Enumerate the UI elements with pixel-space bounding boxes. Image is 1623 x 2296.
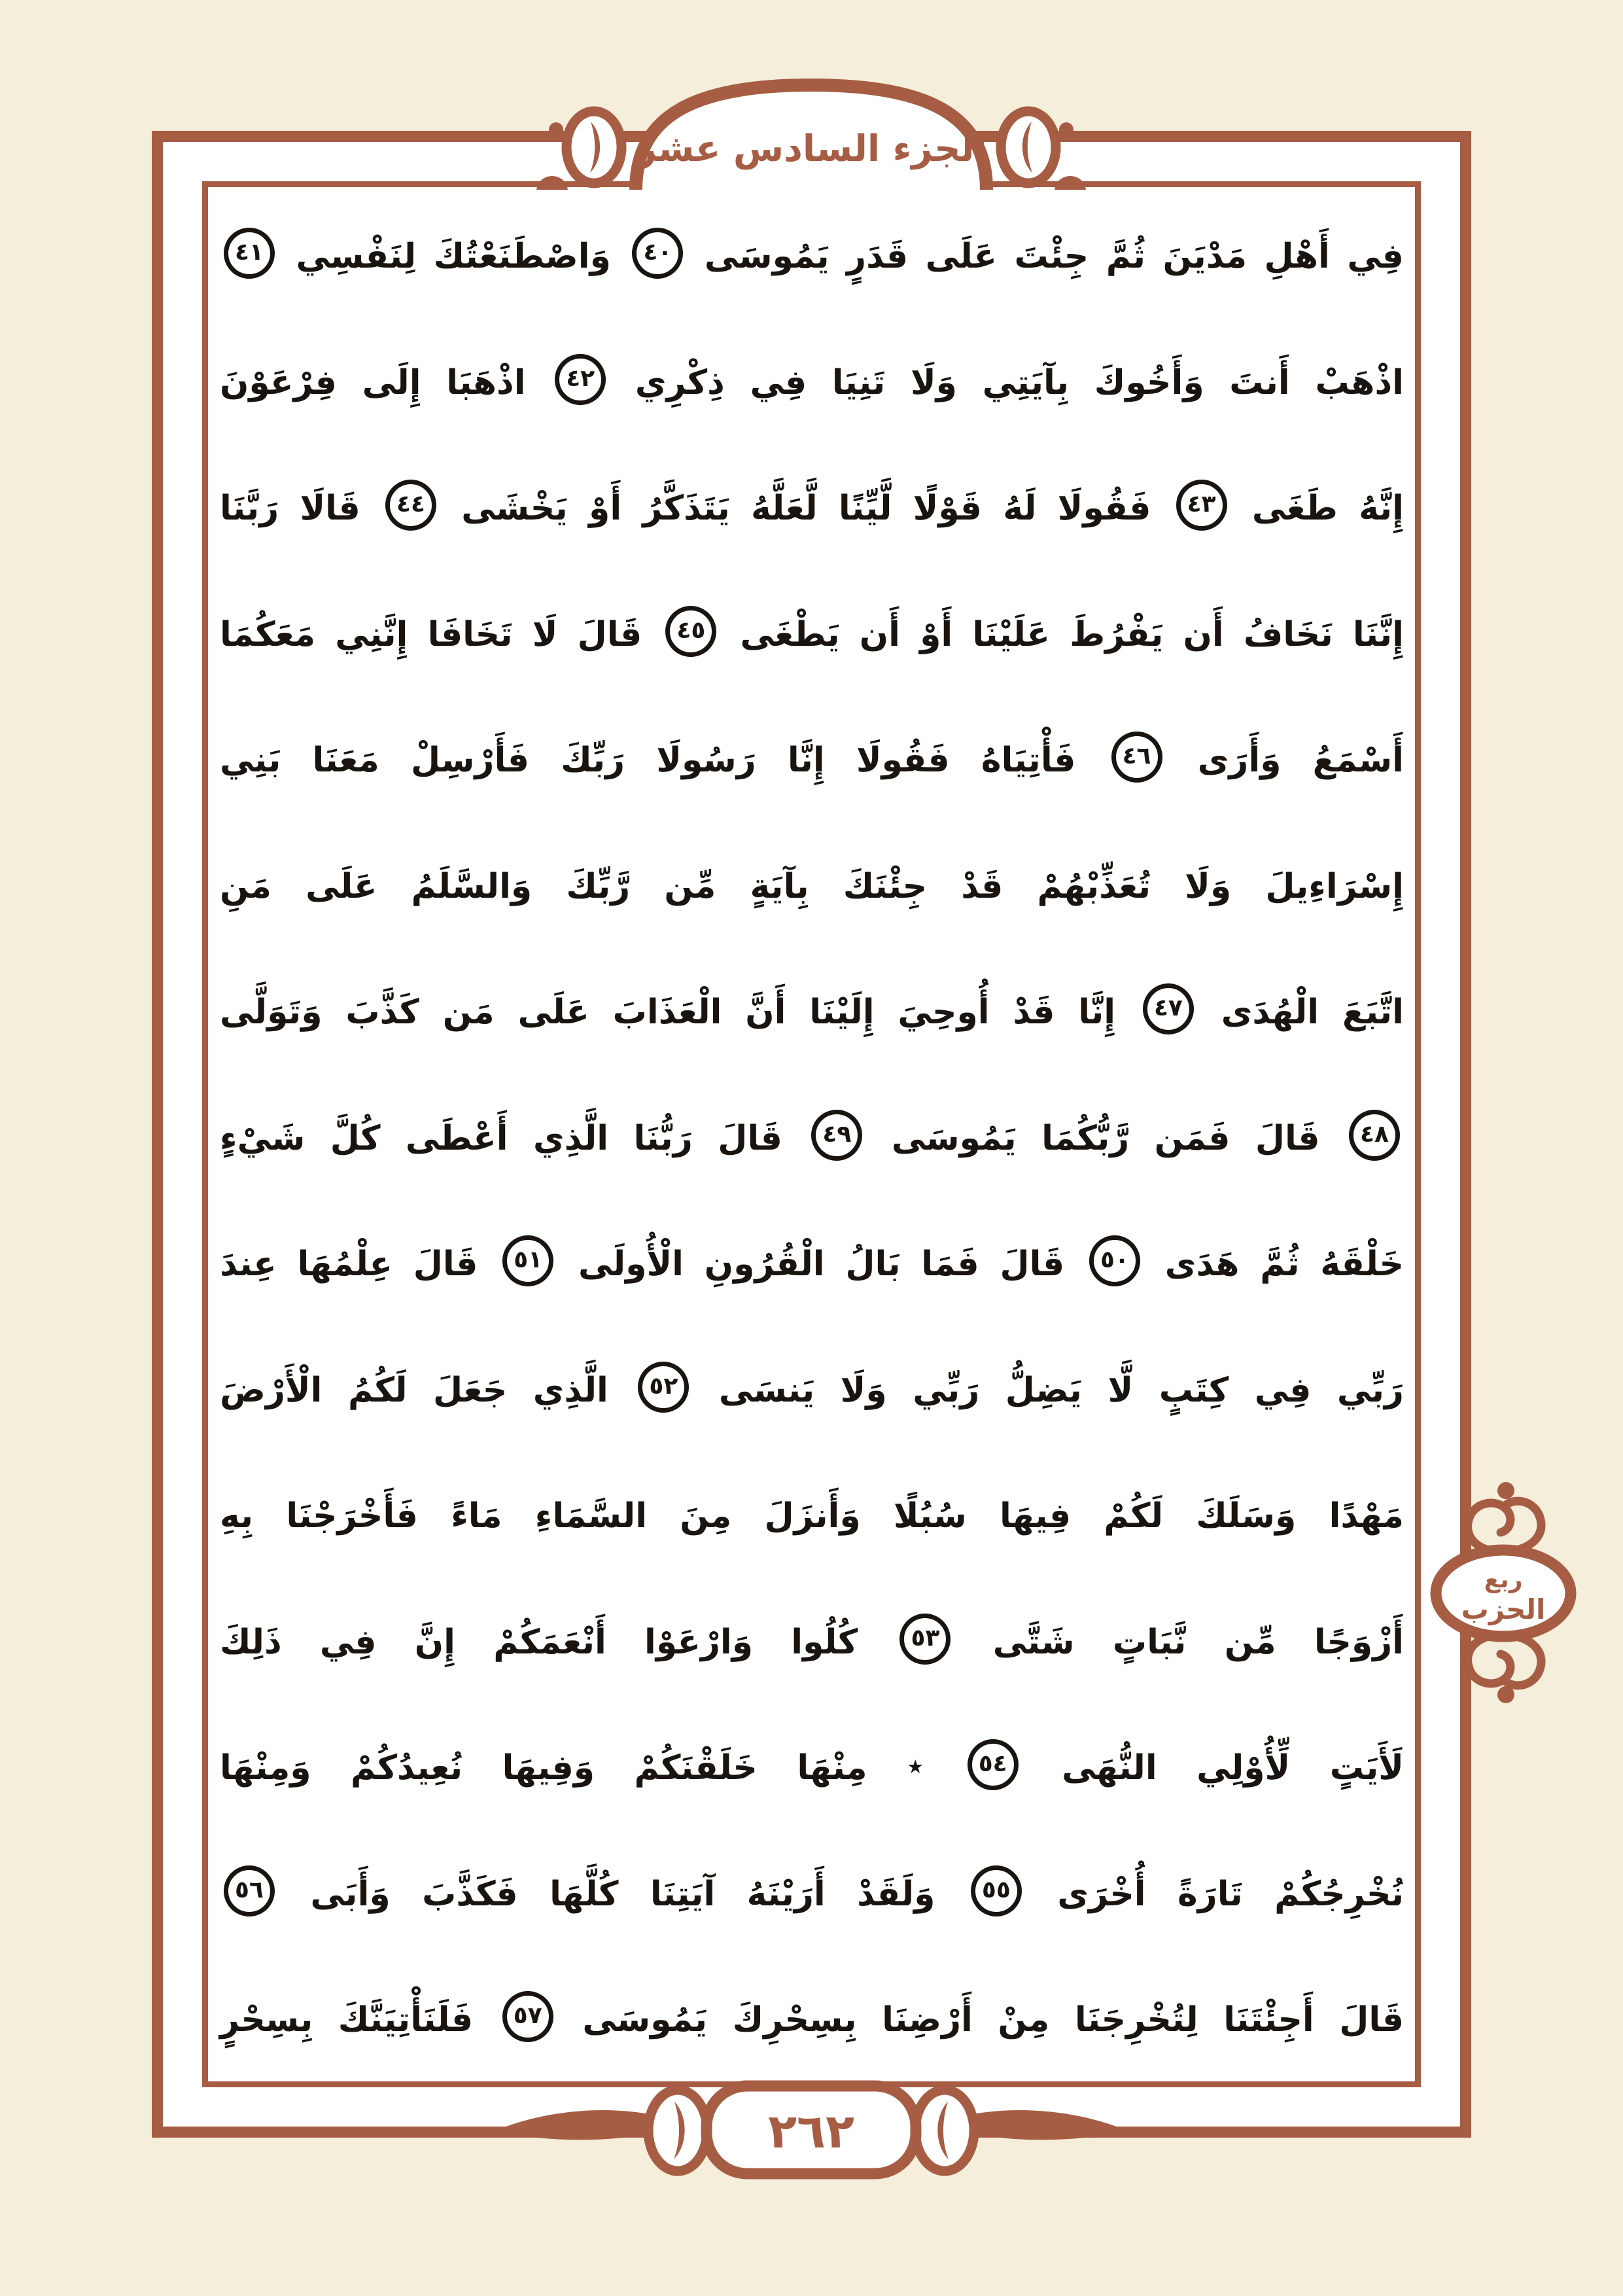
quran-text-segment: كُلُوا وَارْعَوْا أَنْعَمَكُمْ إِنَّ فِي ذَلِكَ [220, 1622, 858, 1662]
quran-text-segment: فَقُولَا لَهُ قَوْلًا لَّيِّنًا لَّعَلَّهُ يَتَذَكَّرُ أَوْ يَخْشَى [461, 489, 1151, 528]
quran-text-segment: قَالَ عِلْمُهَا عِندَ [220, 1245, 478, 1284]
ayah-marker: ٤٧ [1143, 983, 1194, 1034]
ayah-marker: ٤٢ [555, 354, 606, 405]
ayah-marker: ٤٩ [811, 1110, 862, 1161]
rub-el-hizb-medallion-icon [1406, 1466, 1603, 1714]
juz-dome-arch-icon [510, 77, 1112, 190]
quran-line [220, 1453, 1404, 1580]
quran-line [220, 949, 1404, 1076]
quran-line [220, 1328, 1404, 1454]
quran-line [220, 1705, 1404, 1831]
ayah-marker: ٤٥ [665, 606, 716, 657]
juz-header-ornament [510, 77, 1112, 190]
quran-text-segment: اذْهَبَا إِلَى فِرْعَوْنَ [220, 362, 526, 402]
ayah-marker: ٤٦ [1111, 732, 1162, 783]
quran-text-segment: فَلَنَأْتِيَنَّكَ بِسِحْرٍ [220, 2000, 474, 2040]
quran-text-segment: أَسْمَعُ وَأَرَى [1197, 741, 1404, 780]
quran-text-segment: خَلْقَهُ ثُمَّ هَدَى [1164, 1245, 1404, 1284]
quran-line [220, 446, 1404, 572]
page-number-cartouche-icon [484, 2068, 1138, 2192]
quran-line [220, 1580, 1404, 1706]
ayah-marker: ٥٦ [224, 1865, 275, 1916]
quran-text-segment: الَّذِي جَعَلَ لَكُمُ الْأَرْضَ [220, 1370, 608, 1410]
ayah-marker: ٤١ [224, 228, 275, 279]
quran-text-segment: إِسْرَاءِيلَ وَلَا تُعَذِّبْهُمْ قَدْ جِئْنَكَ بِآيَةٍ مِّن رَّبِّكَ وَالسَّلَمُ عَلَى مَنِ [220, 866, 1404, 906]
hizb-medallion-label-bottom: الحزب [1461, 1593, 1546, 1625]
page-number: ٢٦٢ [768, 2104, 854, 2159]
quran-text-segment: قَالَ أَجِئْتَنَا لِتُخْرِجَنَا مِنْ أَرْضِنَا بِسِحْرِكَ يَمُوسَى [582, 2000, 1404, 2040]
quran-text-segment: قَالَ رَبُّنَا الَّذِي أَعْطَى كُلَّ شَيْءٍ [220, 1118, 782, 1158]
ayah-marker: ٤٠ [632, 228, 683, 279]
quran-text-segment: وَاصْطَنَعْتُكَ لِنَفْسِي [296, 237, 611, 276]
ayah-marker: ٤٣ [1176, 480, 1227, 531]
quran-line [220, 1076, 1404, 1202]
ayah-marker: ٤٨ [1349, 1110, 1400, 1161]
quran-text-segment: قَالَ فَمَن رَّبُّكُمَا يَمُوسَى [891, 1118, 1320, 1158]
quran-text-segment: إِنَّهُ طَغَى [1251, 489, 1404, 528]
quran-line [220, 194, 1404, 320]
hizb-medallion-label-top: ربع [1484, 1566, 1523, 1593]
quran-line [220, 572, 1404, 698]
ayah-marker: ٥١ [502, 1235, 553, 1286]
quran-text-segment: إِنَّنَا نَخَافُ أَن يَفْرُطَ عَلَيْنَا أَوْ أَن يَطْغَى [740, 614, 1404, 654]
ayah-marker: ٤٤ [385, 480, 436, 531]
quran-text-segment: مَهْدًا وَسَلَكَ لَكُمْ فِيهَا سُبُلًا وَأَنزَلَ مِنَ السَّمَاءِ مَاءً فَأَخْرَجْنَا بِهِ [220, 1496, 1404, 1536]
quran-line [220, 824, 1404, 950]
quran-text-block [220, 194, 1404, 2085]
ayah-marker: ٥٢ [638, 1362, 689, 1413]
quran-line [220, 698, 1404, 824]
quran-text-segment: رَبِّي فِي كِتَبٍ لَّا يَضِلُّ رَبِّي وَلَا يَنسَى [718, 1370, 1404, 1410]
ayah-marker: ٥٧ [502, 1991, 553, 2042]
quran-line [220, 1957, 1404, 2083]
quran-text-segment: اذْهَبْ أَنتَ وَأَخُوكَ بِآيَتِي وَلَا تَنِيَا فِي ذِكْرِي [635, 362, 1404, 402]
quran-text-segment: نُخْرِجُكُمْ تَارَةً أُخْرَى [1057, 1874, 1405, 1914]
juz-title: الجزء السادس عشر [635, 128, 987, 170]
quran-text-segment: إِنَّا قَدْ أُوحِيَ إِلَيْنَا أَنَّ الْعَذَابَ عَلَى مَن كَذَّبَ وَتَوَلَّى [220, 993, 1116, 1032]
quran-text-segment: قَالَ فَمَا بَالُ الْقُرُونِ الْأُولَى [578, 1245, 1065, 1284]
ayah-marker: ٥٤ [968, 1739, 1019, 1790]
quran-text-segment: أَزْوَجًا مِّن نَّبَاتٍ شَتَّى [992, 1622, 1405, 1662]
quran-text-segment: فِي أَهْلِ مَدْيَنَ ثُمَّ جِئْتَ عَلَى قَدَرٍ يَمُوسَى [704, 237, 1404, 276]
quran-line [220, 1831, 1404, 1958]
page-number-ornament [484, 2068, 1138, 2192]
quran-text-segment: لَأَيَتٍ لِّأُوْلِي النُّهَى [1062, 1748, 1405, 1788]
quran-text-segment: قَالَ لَا تَخَافَا إِنَّنِي مَعَكُمَا [220, 614, 642, 654]
quran-text-segment: مِنْهَا خَلَقْنَكُمْ وَفِيهَا نُعِيدُكُمْ وَمِنْهَا [220, 1748, 867, 1788]
quran-text-segment: وَلَقَدْ أَرَيْنَهُ آيَتِنَا كُلَّهَا فَكَذَّبَ وَأَبَى [310, 1874, 935, 1914]
quran-text-segment: فَأْتِيَاهُ فَقُولَا إِنَّا رَسُولَا رَبِّكَ فَأَرْسِلْ مَعَنَا بَنِي [220, 741, 1076, 780]
quran-line [220, 320, 1404, 446]
ayah-marker: ٥٠ [1089, 1235, 1140, 1286]
ayah-marker: ٥٣ [899, 1614, 951, 1665]
quran-line [220, 1201, 1404, 1328]
hizb-medallion [1406, 1466, 1603, 1714]
quran-text-segment: اتَّبَعَ الْهُدَى [1221, 993, 1404, 1032]
quran-text-segment: قَالَا رَبَّنَا [220, 489, 360, 528]
ayah-marker: ٥٥ [971, 1865, 1022, 1916]
rub-el-hizb-star-icon: ٭ [907, 1747, 924, 1784]
